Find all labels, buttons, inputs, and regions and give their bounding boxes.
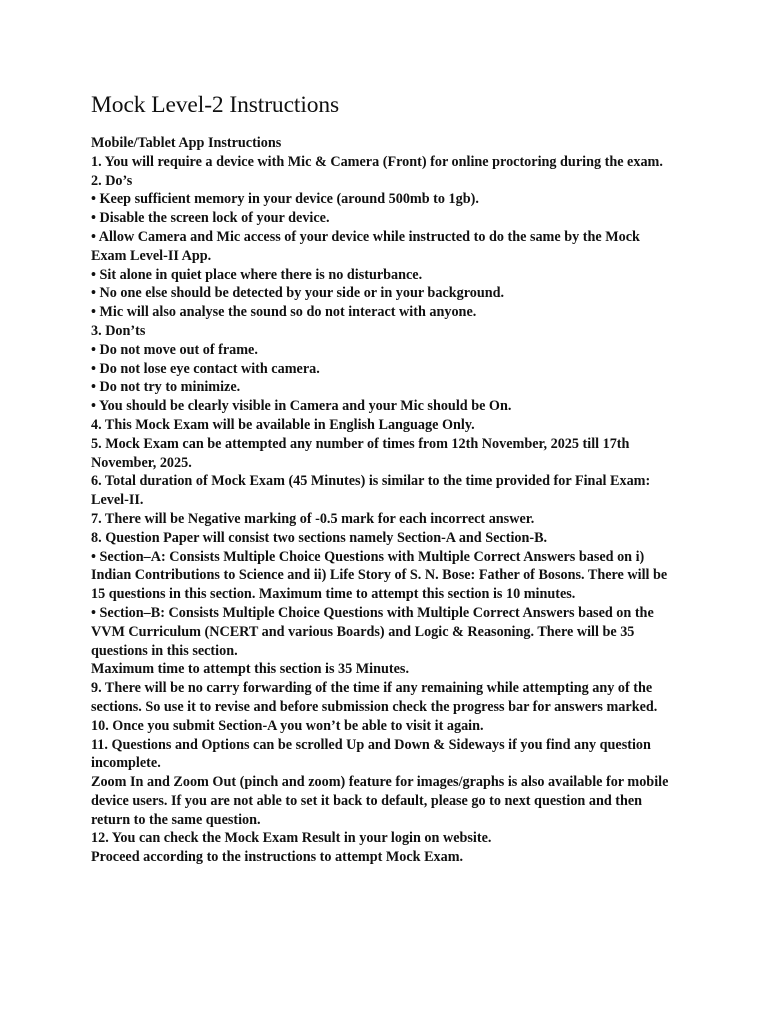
line-dos-bullet: • Keep sufficient memory in your device (around 500mb to 1gb). [91,191,479,208]
line-item-6-cont: Level-II. [91,492,144,509]
line-zoom-note: Zoom In and Zoom Out (pinch and zoom) feature for images/graphs is also available for mobile [91,774,669,791]
line-item-11: 11. Questions and Options can be scrolled Up and Down & Sideways if you find any question [91,736,651,753]
line-item-5: 5. Mock Exam can be attempted any number of times from 12th November, 2025 till 17th [91,435,630,452]
line-item-4: 4. This Mock Exam will be available in English Language Only. [91,416,475,433]
line-item-11-cont: incomplete. [91,755,161,772]
line-subheading: Mobile/Tablet App Instructions [91,135,282,151]
line-section-b-bullet: • Section–B: Consists Multiple Choice Questions with Multiple Correct Answers based on the [91,604,654,621]
line-donts-bullet: • You should be clearly visible in Camera and your Mic should be On. [91,398,512,415]
line-dos-bullet: • Mic will also analyse the sound so do not interact with anyone. [91,304,477,321]
line-item-7: 7. There will be Negative marking of -0.5 mark for each incorrect answer. [91,510,535,527]
line-item-5-cont: November, 2025. [91,454,192,471]
line-section-a-cont: Indian Contributions to Science and ii) Life Story of S. N. Bose: Father of Bosons. There will be [91,567,668,584]
line-dos-bullet-cont: Exam Level-II App. [91,247,212,264]
line-item-12: 12. You can check the Mock Exam Result in your login on website. [91,830,492,847]
line-dos-bullet: • Disable the screen lock of your device. [91,210,330,227]
line-dos-bullet: • Allow Camera and Mic access of your device while instructed to do the same by the Mock [91,228,640,245]
line-zoom-note-cont: device users. If you are not able to set it back to default, please go to next question and then [91,792,643,809]
line-donts-bullet: • Do not move out of frame. [91,341,258,358]
line-section-a-cont: 15 questions in this section. Maximum time to attempt this section is 10 minutes. [91,586,576,603]
line-item-1: 1. You will require a device with Mic & Camera (Front) for online proctoring during the exam. [91,153,663,170]
page-title: Mock Level-2 Instructions [91,92,340,118]
instructions-body [91,134,691,867]
line-item-6: 6. Total duration of Mock Exam (45 Minutes) is similar to the time provided for Final Exam: [91,473,651,490]
line-donts-heading: 3. Don’ts [91,322,146,339]
line-zoom-note-cont: return to the same question. [91,811,261,828]
line-section-b-cont: VVM Curriculum (NCERT and various Boards) and Logic & Reasoning. There will be 35 [91,623,635,640]
line-section-b-cont: questions in this section. [91,642,238,659]
line-item-10: 10. Once you submit Section-A you won’t be able to visit it again. [91,717,484,734]
line-donts-bullet: • Do not lose eye contact with camera. [91,360,320,377]
document-page [91,90,691,867]
line-item-8: 8. Question Paper will consist two sections namely Section-A and Section-B. [91,529,548,546]
line-donts-bullet: • Do not try to minimize. [91,379,241,396]
line-dos-bullet: • No one else should be detected by your side or in your background. [91,285,505,302]
line-item-9: 9. There will be no carry forwarding of the time if any remaining while attempting any of the [91,680,653,697]
line-closing: Proceed according to the instructions to attempt Mock Exam. [91,849,464,866]
line-dos-bullet: • Sit alone in quiet place where there is no disturbance. [91,266,423,283]
line-section-a-bullet: • Section–A: Consists Multiple Choice Questions with Multiple Correct Answers based on i) [91,548,645,565]
line-dos-heading: 2. Do’s [91,172,133,189]
line-section-b-time: Maximum time to attempt this section is 35 Minutes. [91,661,409,678]
line-item-9-cont: sections. So use it to revise and before submission check the progress bar for answers marked. [91,698,658,715]
